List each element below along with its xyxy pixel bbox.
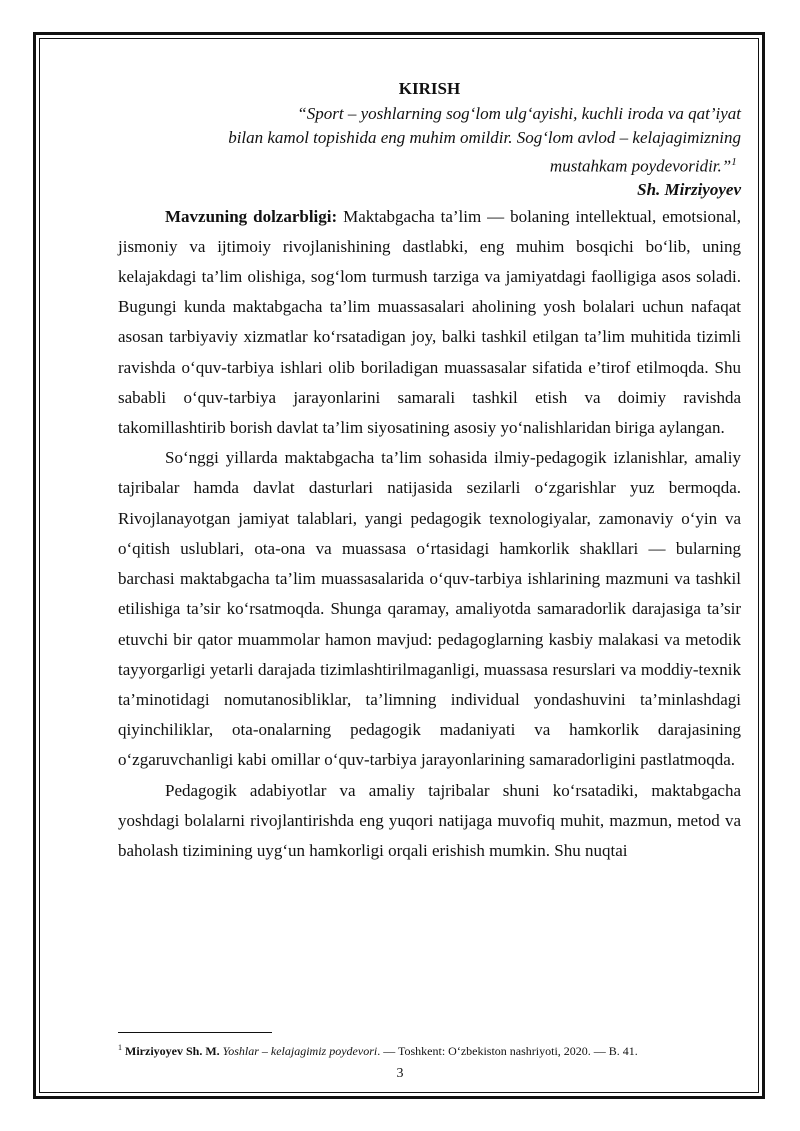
epigraph [118,102,741,179]
section-heading: KIRISH [398,79,461,98]
epigraph-line-1: “Sport – yoshlarning sog‘lom ulg‘ayishi, kuchli iroda va qat’iyat [297,104,741,123]
paragraph-2: So‘nggi yillarda maktabgacha ta’lim sohasida ilmiy-pedagogik izlanishlar, amaliy tajribalar hamda davlat dasturlari natijasida sezilarli o‘zgarishlar yuz bermoqda. Rivojlanayotgan jamiyat talablari, yangi pedagogik texnologiyalar, zamonaviy o‘yin va o‘qitish uslublari, ota-ona va muassasa o‘rtasidagi hamkorlik shakllari — bularning barchasi maktabgacha ta’lim muassasalarida o‘quv-tarbiya ishlarining mazmuni va tashkil etilishiga ta’sir ko‘rsatmoqda. Shunga qaramay, amaliyotda samaradorlik darajasiga ta’sir etuvchi bir qator muammolar hamon mavjud: pedagoglarning kasbiy malakasi va metodik tayyorgarligi yetarli darajada tizimlashtirilmaganligi, muassasa resurslari va moddiy-texnik ta’minotidagi nomutanosibliklar, ta’limning individual yondashuvini ta’minlashdagi qiyinchiliklar, ota-onalarning pedagogik madaniyati va hamkorlik darajasining o‘zgaruvchanligi kabi omillar o‘quv-tarbiya jarayonlarining samaradorligini pastlatmoqda. [118,448,741,770]
footnote-reference[interactable]: 1 [731,156,737,168]
footnote-rest: . — Toshkent: O‘zbekiston nashriyoti, 2020. — B. 41. [377,1044,638,1058]
epigraph-line-3 [118,150,741,179]
paragraph-1-text: Maktabgacha ta’lim — bolaning intellektual, emotsional, jismoniy va ijtimoiy rivojlanishining dastlabki, eng muhim bosqichi bo‘lib, uning kelajakdagi ta’lim olishiga, sog‘lom turmush tarziga va jamiyatdagi faolligiga asos soladi. Bugungi kunda maktabgacha ta’lim muassasalari aholining yosh bolalari uchun nafaqat asosan tarbiyaviy xizmatlar ko‘rsatadigan joy, balki tashkil etilgan ta’lim muhitida tizimli ravishda o‘quv-tarbiya ishlari olib boriladigan muassasalar sifatida e’tirof etilmoqda. Shu sababli o‘quv-tarbiya jarayonlarini samarali tashkil etish va doimiy ravishda takomillashtirib borish davlat ta’lim siyosatining asosiy yo‘nalishlaridan biriga aylangan. [118,206,742,438]
paragraph-1 [118,202,741,444]
page-number: 3 [396,1066,404,1081]
paragraph-lead: Mavzuning dolzarbligi: [165,206,338,226]
epigraph-line-2: bilan kamol topishida eng muhim omildir. Sog‘lom avlod – kelajagimizning [228,128,741,147]
epigraph-line-3-text: mustahkam poydevoridir.” [549,156,732,176]
footnote-mark: 1 [118,1043,122,1052]
footnote-separator [118,1032,272,1033]
document-body [118,66,741,866]
epigraph-author: Sh. Mirziyoyev [637,179,741,199]
paragraph-3: Pedagogik adabiyotlar va amaliy tajribalar shuni ko‘rsatadiki, maktabgacha yoshdagi bolalarni rivojlantirishda eng yuqori natijaga muvofiq muhit, mazmun, metod va baholash tizimining uyg‘un hamkorligi orqali erishish mumkin. Shu nuqtai [118,780,741,860]
footnote [118,1040,741,1059]
footnote-title: Yoshlar – kelajagimiz poydevori [222,1044,378,1058]
footnote-author: Mirziyoyev Sh. M. [125,1044,220,1058]
